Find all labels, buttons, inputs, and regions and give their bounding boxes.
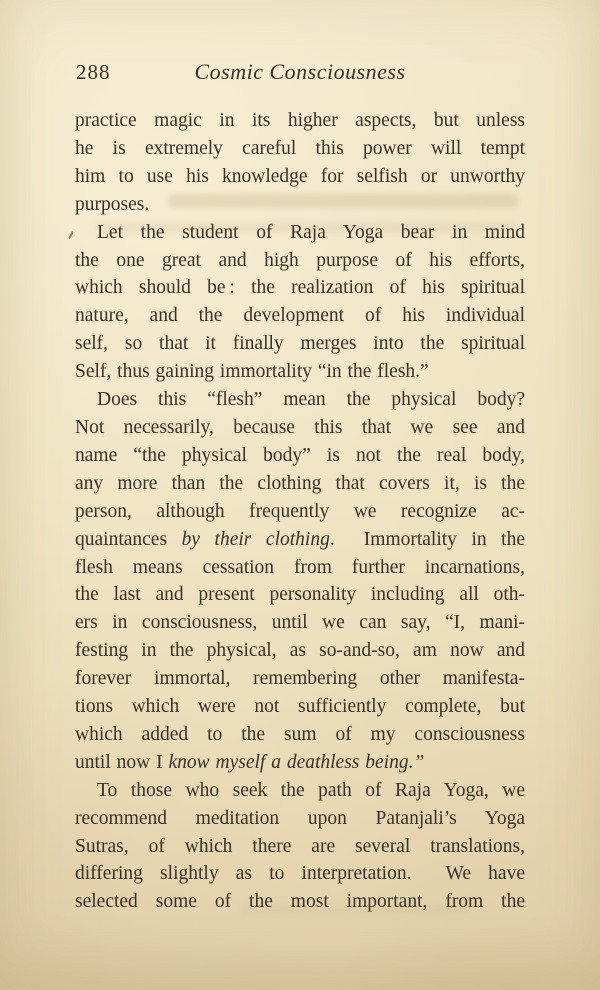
text-line (75, 749, 525, 777)
text-segment: person, although frequently we recognize ac- (75, 500, 525, 522)
italic-text-segment: know myself a deathless being.” (168, 751, 425, 773)
text-line (75, 386, 525, 414)
text-segment: forever immortal, remembering other manifesta- (75, 668, 525, 690)
text-line (75, 721, 525, 749)
text-line (75, 888, 525, 916)
text-line (75, 693, 525, 721)
text-segment: festing in the physical, as so-and-so, am now and (75, 640, 525, 662)
text-segment: which added to the sum of my consciousness (75, 723, 525, 745)
text-segment: practice magic in its higher aspects, but unless (75, 110, 525, 131)
text-segment: him to use his knowledge for selfish or unworthy (75, 165, 525, 187)
text-line (75, 191, 525, 219)
text-block (75, 107, 525, 916)
text-segment: Not necessarily, because this that we see and (75, 416, 525, 438)
text-segment: To those who seek the path of Raja Yoga, we (97, 779, 525, 801)
italic-text-segment: by their clothing (181, 528, 330, 550)
text-segment: until now I (75, 751, 169, 773)
page-number: 288 (76, 60, 111, 84)
text-segment: Does this “flesh” mean the physical body? (97, 389, 525, 411)
text-line (75, 358, 525, 386)
text-line (75, 470, 525, 498)
text-segment: Let the student of Raja Yoga bear in mind (97, 221, 525, 243)
text-segment: Sutras, of which there are several translations, (75, 835, 525, 857)
text-line (75, 609, 525, 637)
text-segment: he is extremely careful this power will tempt (75, 137, 525, 159)
text-segment: self, so that it finally merges into the spiritual (75, 333, 525, 355)
text-segment: any more than the clothing that covers it, is the (75, 472, 525, 494)
text-segment: recommend meditation upon Patanjali’s Yoga (75, 807, 525, 829)
text-segment: selected some of the most important, from the (75, 891, 525, 913)
text-segment: purposes. (75, 193, 150, 215)
text-line (75, 247, 525, 275)
text-line (75, 526, 525, 554)
page-header (0, 60, 600, 90)
text-segment: name “the physical body” is not the real body, (75, 444, 525, 466)
text-line (75, 665, 525, 693)
text-line (75, 860, 525, 888)
text-segment: ers in consciousness, until we can say, “I, mani- (75, 612, 525, 634)
text-segment: flesh means cessation from further incarnations, (75, 556, 525, 578)
text-segment: . Immortality in the (329, 528, 526, 550)
text-line (75, 581, 525, 609)
text-segment: quaintances (75, 528, 182, 550)
text-line (75, 637, 525, 665)
text-segment: the last and present personality including all oth- (75, 584, 525, 606)
text-segment: nature, and the development of his individual (75, 305, 525, 327)
text-line (75, 135, 525, 163)
text-line (75, 442, 525, 470)
text-line (75, 498, 525, 526)
text-line (75, 554, 525, 582)
text-line (75, 107, 525, 135)
stray-ink-mark (68, 231, 74, 239)
text-line (75, 163, 525, 191)
text-line (75, 833, 525, 861)
text-segment: Self, thus gaining immortality “in the flesh.” (75, 361, 429, 383)
text-line (75, 274, 525, 302)
text-line (75, 330, 525, 358)
text-line (75, 414, 525, 442)
text-line (75, 805, 525, 833)
text-segment: which should be : the realization of his spiritual (75, 277, 525, 299)
text-line (75, 777, 525, 805)
text-segment: differing slightly as to interpretation. We have (75, 863, 525, 885)
text-segment: the one great and high purpose of his efforts, (75, 249, 525, 271)
running-title: Cosmic Consciousness (194, 59, 406, 84)
text-line (75, 219, 525, 247)
text-line (75, 302, 525, 330)
text-segment: tions which were not sufficiently complete, but (75, 696, 525, 718)
